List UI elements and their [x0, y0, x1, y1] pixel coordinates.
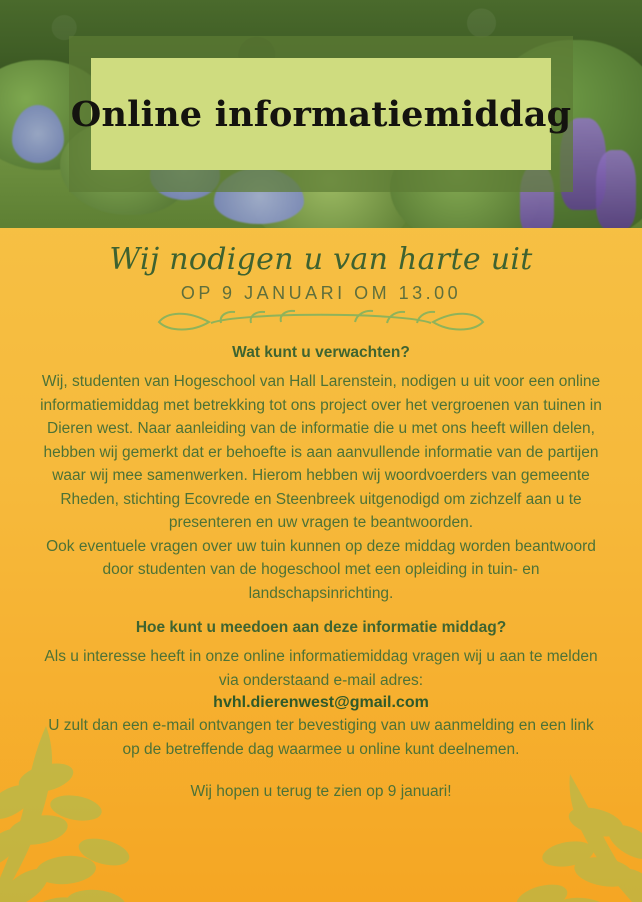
contact-email[interactable]: hvhl.dierenwest@gmail.com [213, 694, 429, 711]
paragraph-participate-1: Als u interesse heeft in onze online informatiemiddag vragen wij u aan te melden via onderstaand e-mail adres: [44, 648, 598, 689]
spacer [0, 605, 642, 615]
event-datetime: OP 9 JANUARI OM 13.00 [180, 283, 462, 303]
invitation-line: Wij nodigen u van harte uit [109, 242, 533, 277]
page-title: Online informatiemiddag [70, 93, 572, 135]
section-heading-participate: Hoe kunt u meedoen aan deze informatie middag? [135, 619, 507, 636]
section-heading-expectations: Wat kunt u verwachten? [232, 344, 410, 361]
ornamental-divider [0, 306, 642, 340]
paragraph-expectations-1: Wij, studenten van Hogeschool van Hall Larenstein, nodigen u uit voor een online informatiemiddag met betrekking tot ons project over het vergroenen van tuinen in Dieren west. Naar aanleiding van de informatie die u met ons heeft willen delen, hebben wij gemerkt dat er behoefte is aan aanvullende informatie van de partijen waar wij mee samenwerken. Hierom hebben wij woordvoerders van gemeente Rheden, stichting Ecovrede en Steenbreek uitgenodigd om zichzelf aan u te presenteren en uw vragen te beantwoorden. [40, 373, 602, 531]
paragraph-expectations-2: Ook eventuele vragen over uw tuin kunnen op deze middag worden beantwoord door studenten van de hogeschool met een opleiding in tuin- en landschapsinrichting. [46, 537, 596, 602]
title-frame [69, 36, 573, 192]
paragraph-participate-2: U zult dan een e-mail ontvangen ter bevestiging van uw aanmelding en een link op de betreffende dag waarmee u online kunt deelnemen. [48, 717, 594, 758]
poster-body [0, 236, 642, 801]
closing-line: Wij hopen u terug te zien op 9 januari! [190, 783, 452, 800]
branch-divider-icon [101, 306, 541, 340]
title-panel [70, 58, 572, 170]
flower-shape [596, 150, 636, 228]
